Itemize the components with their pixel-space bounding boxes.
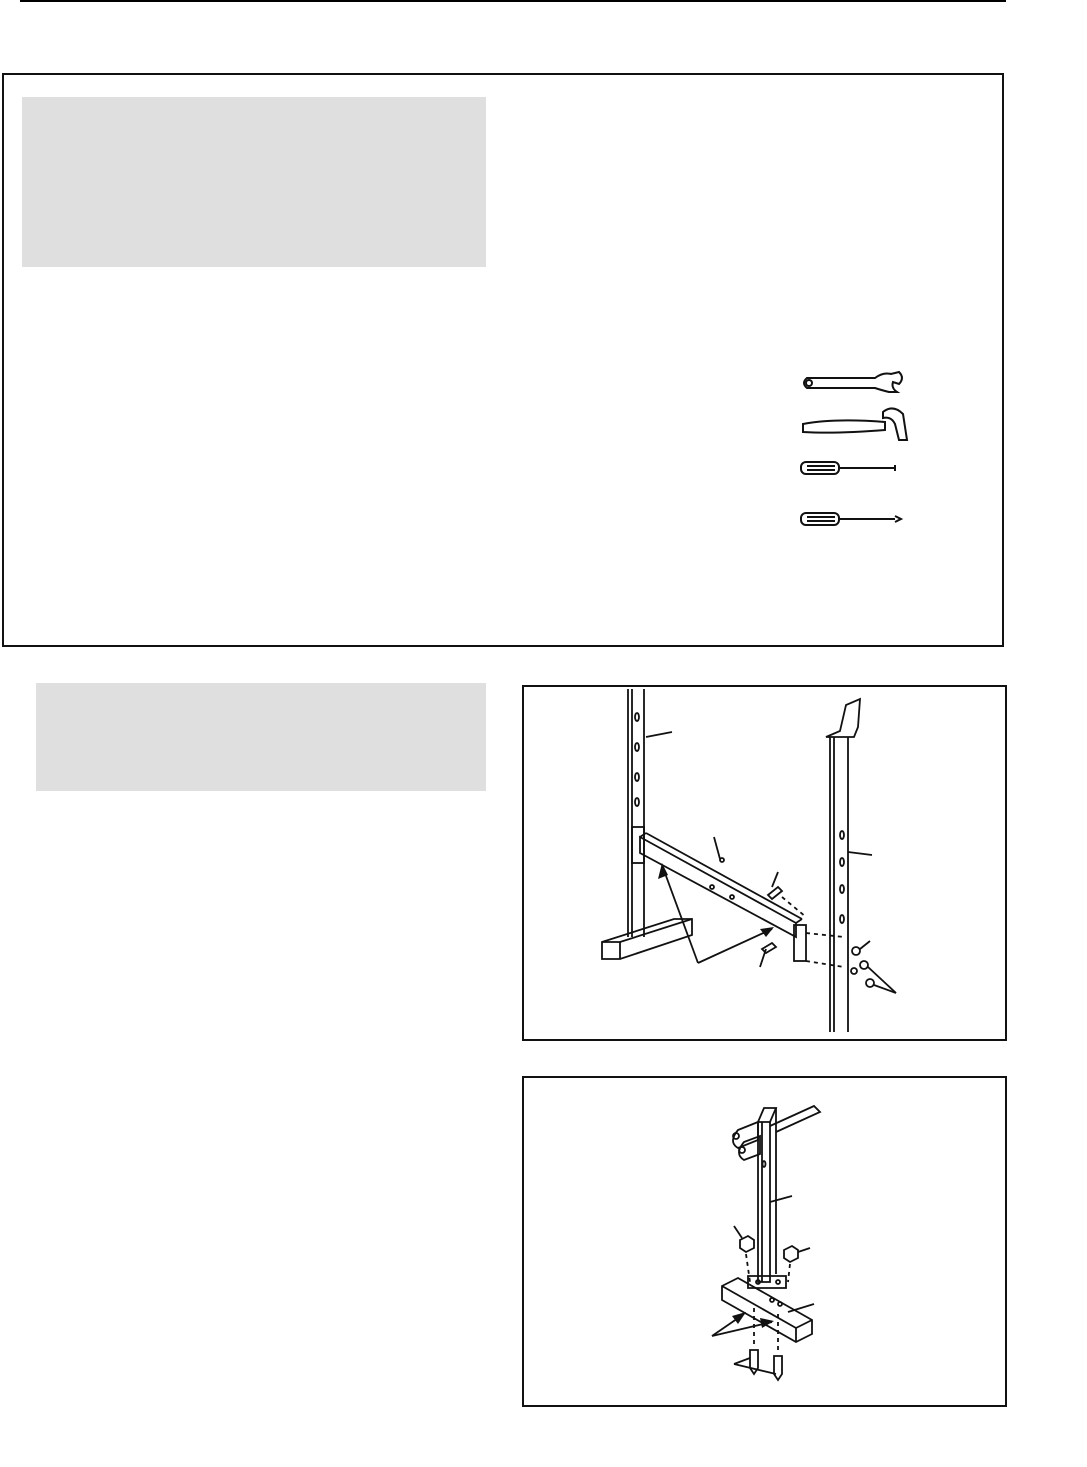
- wrench-icon: [804, 372, 902, 392]
- intro-gray-panel: [22, 97, 486, 267]
- flat-screwdriver-icon: [801, 462, 895, 474]
- step-gray-panel: [36, 683, 486, 791]
- tools-illustration: [795, 368, 915, 538]
- figure-2-drawing: [524, 1078, 1005, 1405]
- hammer-icon: [803, 408, 907, 440]
- figure-1-box: [522, 685, 1007, 1041]
- figure-2-box: [522, 1076, 1007, 1407]
- figure-1-drawing: [524, 687, 1005, 1039]
- phillips-screwdriver-icon: [801, 513, 901, 525]
- header-rule: [20, 0, 1006, 2]
